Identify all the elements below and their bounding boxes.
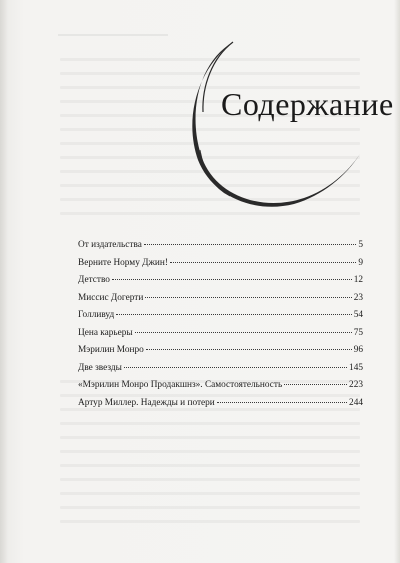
toc-entry-title: Артур Миллер. Надежды и потери xyxy=(78,397,215,408)
toc-entry xyxy=(78,328,363,346)
page-title: Содержание xyxy=(221,86,394,122)
toc-leader-dots xyxy=(146,349,352,350)
toc-entry xyxy=(78,240,363,258)
toc-leader-dots xyxy=(170,262,356,263)
toc-entry xyxy=(78,363,363,381)
toc-entry xyxy=(78,310,363,328)
toc-entry-title: Верните Норму Джин! xyxy=(78,257,168,268)
toc-leader-dots xyxy=(144,244,356,245)
toc-entry xyxy=(78,275,363,293)
toc-entry-title: Цена карьеры xyxy=(78,327,133,338)
toc-entry xyxy=(78,258,363,276)
toc-leader-dots xyxy=(112,279,352,280)
toc-entry-page-number: 145 xyxy=(349,362,363,373)
toc-entry xyxy=(78,293,363,311)
toc-entry-title: Миссис Догерти xyxy=(78,292,144,303)
toc-entry xyxy=(78,345,363,363)
toc-leader-dots xyxy=(145,297,351,298)
toc-leader-dots xyxy=(284,384,347,385)
toc-entry-title: Детство xyxy=(78,275,110,285)
toc-entry-page-number: 96 xyxy=(353,345,363,355)
toc-entry-page-number: 23 xyxy=(353,292,363,303)
toc-entry xyxy=(78,380,363,398)
table-of-contents xyxy=(78,240,363,415)
toc-entry-page-number: 9 xyxy=(358,257,363,268)
toc-entry-page-number: 54 xyxy=(353,310,363,320)
toc-entry-page-number: 5 xyxy=(358,240,363,250)
toc-leader-dots xyxy=(124,367,347,368)
toc-entry-page-number: 244 xyxy=(349,397,363,408)
toc-entry-page-number: 223 xyxy=(349,380,363,390)
toc-entry-title: Голливуд xyxy=(78,310,115,320)
toc-entry-title: Две звезды xyxy=(78,362,122,373)
toc-entry-page-number: 12 xyxy=(353,275,363,285)
toc-leader-dots xyxy=(217,402,347,403)
toc-entry xyxy=(78,398,363,416)
toc-entry-page-number: 75 xyxy=(353,327,363,338)
toc-leader-dots xyxy=(135,332,352,333)
toc-entry-title: «Мэрилин Монро Продакшнз». Самостоятельность xyxy=(78,380,283,390)
toc-leader-dots xyxy=(116,314,352,315)
toc-entry-title: От издательства xyxy=(78,240,142,250)
toc-entry-title: Мэрилин Монро xyxy=(78,345,144,355)
